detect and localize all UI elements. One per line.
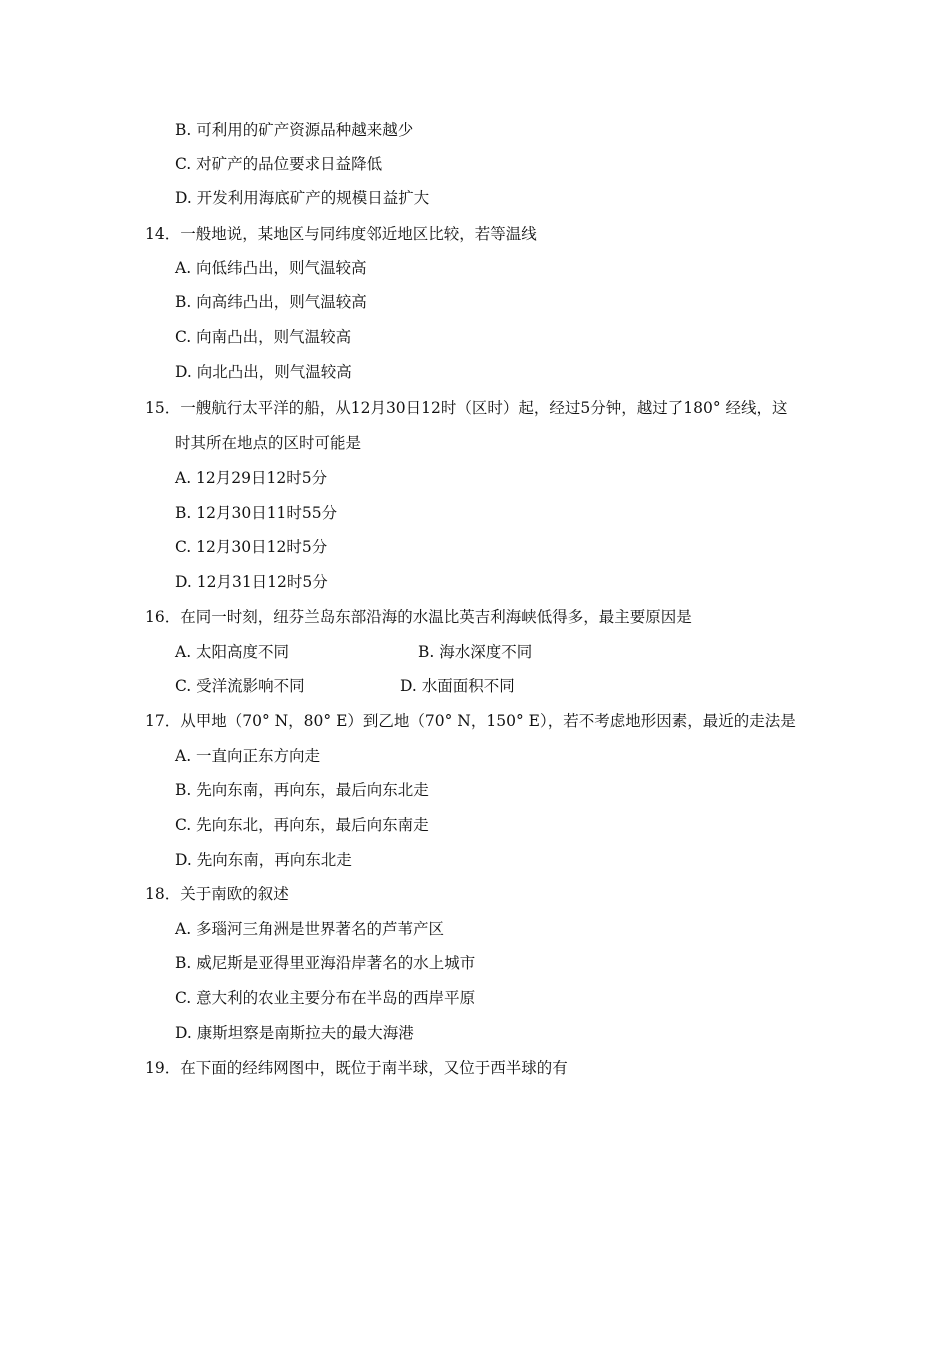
q14-option-b: B. 向高纬凸出，则气温较高 xyxy=(175,293,367,311)
q15-option-a: A. 12月29日12时5分 xyxy=(175,469,328,487)
q14-option-c: C. 向南凸出，则气温较高 xyxy=(175,328,352,346)
q14-stem: 14．一般地说，某地区与同纬度邻近地区比较，若等温线 xyxy=(145,225,537,243)
q16-option-b: B. 海水深度不同 xyxy=(418,643,533,661)
q13-option-b: B. 可利用的矿产资源品种越来越少 xyxy=(175,121,414,139)
q18-stem: 18．关于南欧的叙述 xyxy=(145,885,289,903)
q17-option-d: D. 先向东南，再向东北走 xyxy=(175,851,352,869)
q13-option-d: D. 开发利用海底矿产的规模日益扩大 xyxy=(175,189,430,207)
q15-option-b: B. 12月30日11时55分 xyxy=(175,504,338,522)
q15-stem-line2: 时其所在地点的区时可能是 xyxy=(175,434,362,452)
q18-option-b: B. 威尼斯是亚得里亚海沿岸著名的水上城市 xyxy=(175,954,476,972)
q18-option-d: D. 康斯坦察是南斯拉夫的最大海港 xyxy=(175,1024,414,1042)
q19-stem: 19．在下面的经纬网图中，既位于南半球，又位于西半球的有 xyxy=(145,1059,568,1077)
q13-option-c: C. 对矿产的品位要求日益降低 xyxy=(175,155,383,173)
q17-stem: 17．从甲地（70° N，80° E）到乙地（70° N，150° E），若不考虑地形因素，最近的走法是 xyxy=(145,712,796,730)
q16-stem: 16．在同一时刻，纽芬兰岛东部沿海的水温比英吉利海峡低得多，最主要原因是 xyxy=(145,608,692,626)
q15-option-c: C. 12月30日12时5分 xyxy=(175,538,328,556)
q14-option-d: D. 向北凸出，则气温较高 xyxy=(175,363,352,381)
q18-option-c: C. 意大利的农业主要分布在半岛的西岸平原 xyxy=(175,989,476,1007)
q15-stem-line1: 15．一艘航行太平洋的船，从12月30日12时（区时）起，经过5分钟，越过了180° 经线，这 xyxy=(145,399,788,417)
q17-option-c: C. 先向东北，再向东，最后向东南走 xyxy=(175,816,429,834)
q17-option-b: B. 先向东南，再向东，最后向东北走 xyxy=(175,781,429,799)
q14-option-a: A. 向低纬凸出，则气温较高 xyxy=(175,259,367,277)
q17-option-a: A. 一直向正东方向走 xyxy=(175,747,321,765)
q16-option-d: D. 水面面积不同 xyxy=(400,677,515,695)
q16-option-c: C. 受洋流影响不同 xyxy=(175,677,305,695)
q16-option-a: A. 太阳高度不同 xyxy=(175,643,290,661)
q18-option-a: A. 多瑙河三角洲是世界著名的芦苇产区 xyxy=(175,920,445,938)
q15-option-d: D. 12月31日12时5分 xyxy=(175,573,328,591)
